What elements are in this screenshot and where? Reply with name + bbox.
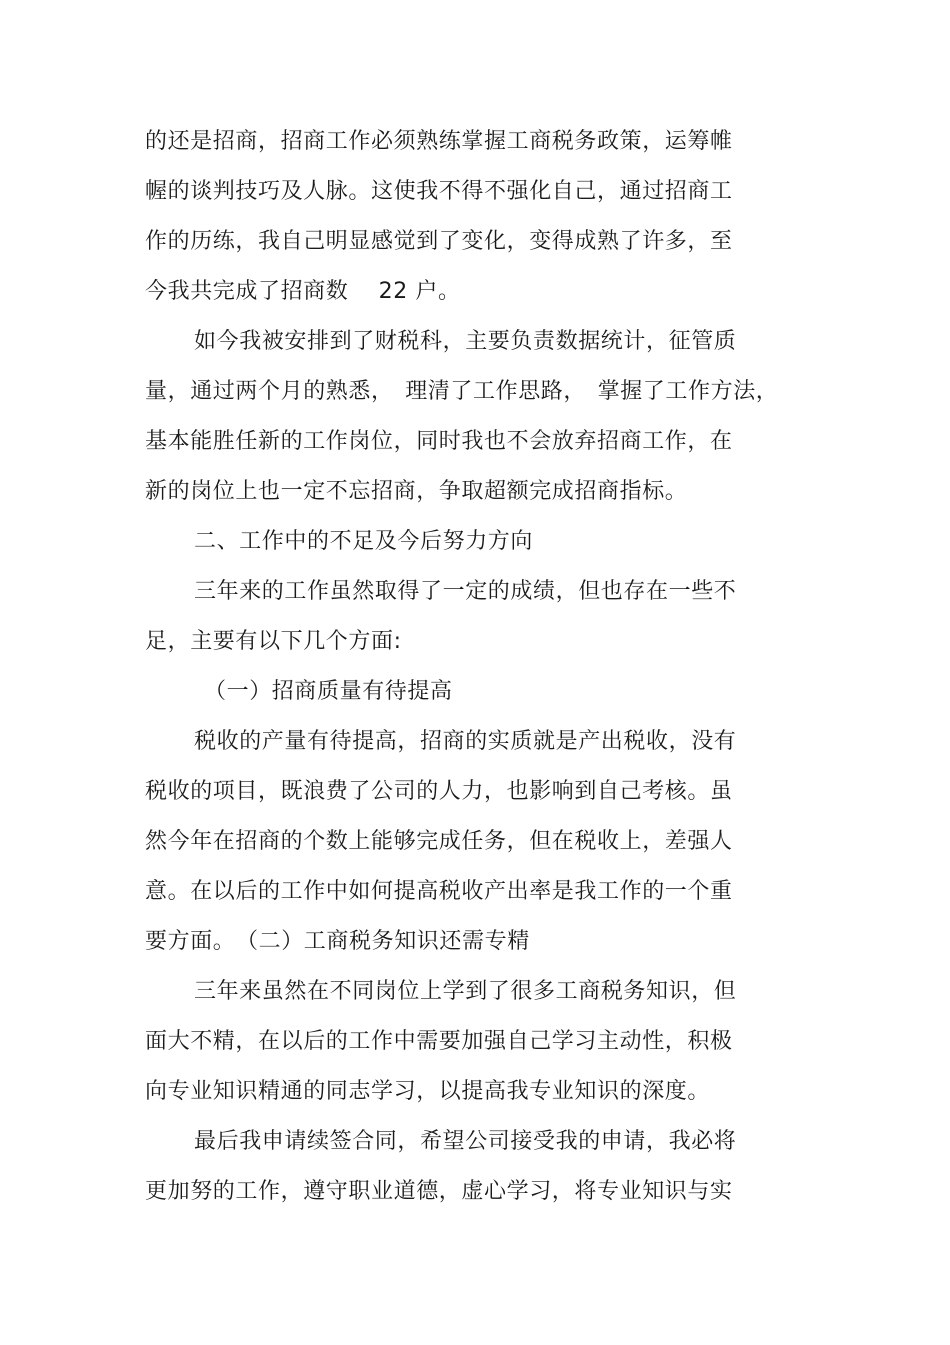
text-line: 面大不精，在以后的工作中需要加强自己学习主动性，积极 — [145, 1029, 733, 1054]
paragraph-start: 三年来虽然在不同岗位上学到了很多工商税务知识，但 — [194, 979, 737, 1004]
text-line: 足，主要有以下几个方面: — [145, 629, 402, 654]
text-line: 今我共完成了招商数 22 户。 — [145, 279, 461, 304]
text-line: 意。在以后的工作中如何提高税收产出率是我工作的一个重 — [145, 879, 733, 904]
text-line: 幄的谈判技巧及人脉。这使我不得不强化自己，通过招商工 — [145, 179, 733, 204]
paragraph-start: 三年来的工作虽然取得了一定的成绩，但也存在一些不 — [194, 579, 737, 604]
paragraph-start: 税收的产量有待提高，招商的实质就是产出税收，没有 — [194, 729, 737, 754]
text-line: 的还是招商，招商工作必须熟练掌握工商税务政策，运筹帷 — [145, 129, 733, 154]
paragraph-start: 最后我申请续签合同，希望公司接受我的申请，我必将 — [194, 1129, 737, 1154]
text-line: 向专业知识精通的同志学习，以提高我专业知识的深度。 — [145, 1079, 711, 1104]
text-line: 基本能胜任新的工作岗位，同时我也不会放弃招商工作，在 — [145, 429, 733, 454]
text-line: 作的历练，我自己明显感觉到了变化，变得成熟了许多，至 — [145, 229, 733, 254]
text-line: 更加努的工作，遵守职业道德，虚心学习，将专业知识与实 — [145, 1179, 733, 1204]
section-heading: 二、工作中的不足及今后努力方向 — [194, 529, 534, 554]
text-line: 要方面。 （二）工商税务知识还需专精 — [145, 929, 530, 954]
paragraph-start: 如今我被安排到了财税科，主要负责数据统计，征管质 — [194, 329, 737, 354]
text-line: 新的岗位上也一定不忘招商，争取超额完成招商指标。 — [145, 479, 688, 504]
text-line: 然今年在招商的个数上能够完成任务，但在税收上，差强人 — [145, 829, 733, 854]
text-line: 量，通过两个月的熟悉， 理清了工作思路， 掌握了工作方法， — [145, 379, 779, 404]
text-line: 税收的项目，既浪费了公司的人力，也影响到自己考核。虽 — [145, 779, 733, 804]
subsection-heading: （一）招商质量有待提高 — [204, 679, 453, 704]
